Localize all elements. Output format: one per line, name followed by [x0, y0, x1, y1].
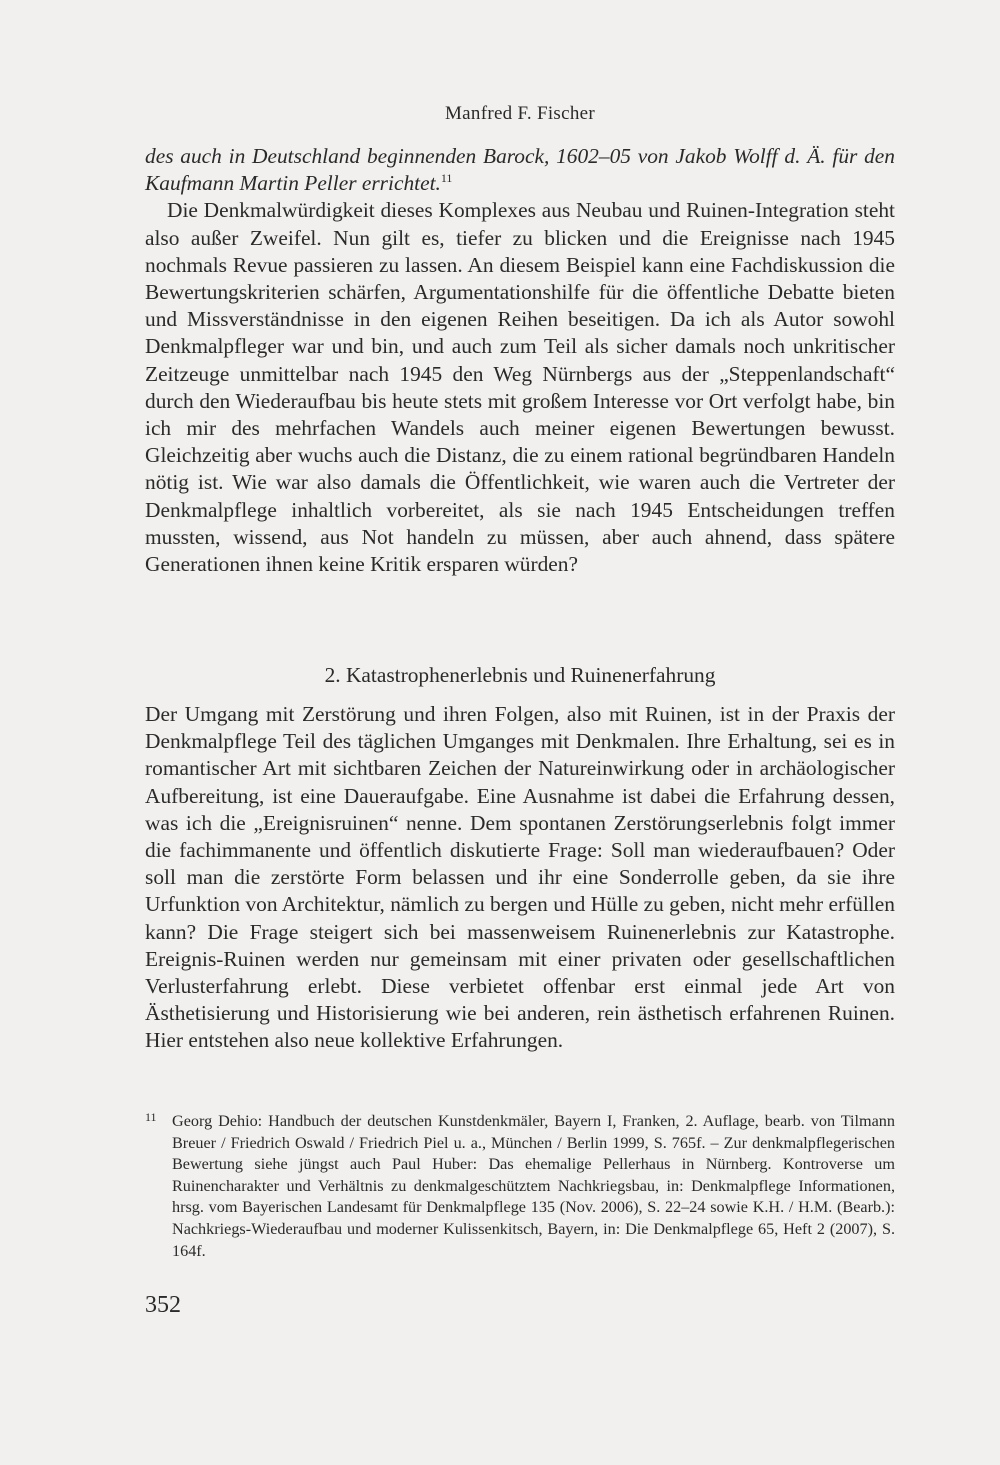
book-page: [145, 0, 895, 1465]
continuation-text: des auch in Deutschland beginnenden Barock, 1602–05 von Jakob Wolff d. Ä. für den Kaufmann Martin Peller errichtet.: [145, 144, 895, 196]
footnote-number: 11: [145, 1110, 157, 1124]
section-heading: 2. Katastrophenerlebnis und Ruinenerfahrung: [324, 663, 716, 687]
running-head: Manfred F. Fischer: [444, 103, 596, 124]
footnote-text: Georg Dehio: Handbuch der deutschen Kunstdenkmäler, Bayern I, Franken, 2. Auflage, bearb. von Tilmann Breuer / Friedrich Oswald / Friedrich Piel u. a., München / Berlin 1999, S. 765f. – Zur denkmalpflegerischen Bewertung siehe jüngst auch Paul Huber: Das ehemalige Pellerhaus in Nürnberg. Kontroverse um Ruinencharakter und Verhältnis zu denkmalgeschütztem Nachkriegsbau, in: Denkmalpflege Informationen, hrsg. vom Bayerischen Landesamt für Denkmalpflege 135 (Nov. 2006), S. 22–24 sowie K.H. / H.M. (Bearb.): Nachkriegs-Wiederaufbau und moderner Kulissenkitsch, Bayern, in: Die Denkmalpflege 65, Heft 2 (2007), S. 164f.: [172, 1112, 895, 1260]
paragraph-1: Die Denkmalwürdigkeit dieses Komplexes aus Neubau und Ruinen-Integration steht also außer Zweifel. Nun gilt es, tiefer zu blicken und die Ereignisse nach 1945 nochmals Revue passieren zu lassen. An diesem Beispiel kann eine Fachdiskussion die Bewertungskriterien schärfen, Argumentationshilfe für die öffentliche Debatte bieten und Missverständnisse in den eigenen Reihen beseitigen. Da ich als Autor sowohl Denkmalpfleger war und bin, und auch zum Teil als sicher damals noch unkritischer Zeitzeuge unmittelbar nach 1945 den Weg Nürnbergs aus der „Steppenlandschaft“ durch den Wiederaufbau bis heute stets mit großem Interesse vor Ort verfolgt habe, bin ich mir des mehrfachen Wandels auch meiner eigenen Bewertungen bewusst. Gleichzeitig aber wuchs auch die Distanz, die zu einem rational begründbaren Handeln nötig ist. Wie war also damals die Öffentlichkeit, wie waren auch die Vertreter der Denkmalpflege inhaltlich vorbereitet, als sie nach 1945 Entscheidungen treffen mussten, wissend, aus Not handeln zu müssen, aber auch ahnend, dass spätere Generationen ihnen keine Kritik ersparen würden?: [145, 198, 895, 577]
footnote: [145, 1111, 895, 1262]
page-number: 352: [145, 1292, 181, 1318]
paragraph-2: Der Umgang mit Zerstörung und ihren Folgen, also mit Ruinen, ist in der Praxis der Denkmalpflege Teil des täglichen Umganges mit Denkmalen. Ihre Erhaltung, sei es in romantischer Art mit sichtbaren Zeichen der Natureinwirkung oder in archäologischer Aufbereitung, ist eine Daueraufgabe. Eine Ausnahme ist dabei die Erfahrung dessen, was ich die „Ereignisruinen“ nenne. Dem spontanen Zerstörungserlebnis folgt immer die fachimmanente und öffentlich diskutierte Frage: Soll man wiederaufbauen? Oder soll man die zerstörte Form belassen und ihr eine Sonderrolle geben, da sie ihre Urfunktion von Architektur, nämlich zu bergen und Hülle zu geben, nicht mehr erfüllen kann? Die Frage steigert sich bei massenweisem Ruinenerlebnis zur Katastrophe. Ereignis-Ruinen werden nur gemeinsam mit einer privaten oder gesellschaftlichen Verlusterfahrung erlebt. Diese verbietet offenbar erst einmal jede Art von Ästhetisierung und Historisierung wie bei anderen, rein ästhetisch erfahrenen Ruinen. Hier entstehen also neue kollektive Erfahrungen.: [145, 702, 895, 1053]
section-text: [145, 701, 895, 1055]
continuation-paragraph: [145, 143, 895, 197]
main-text: [145, 143, 895, 578]
footnote-reference: 11: [440, 171, 453, 186]
